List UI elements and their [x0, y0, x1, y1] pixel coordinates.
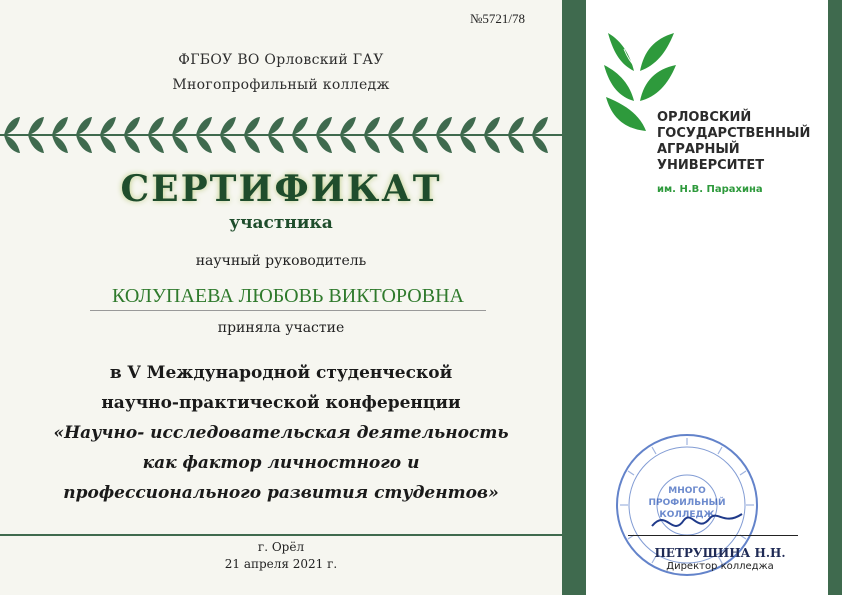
green-band — [562, 0, 586, 595]
college-name: Многопрофильный колледж — [172, 77, 390, 93]
date: 21 апреля 2021 г. — [224, 557, 338, 571]
conference-line-2: научно-практической конференции — [101, 393, 461, 413]
footer-divider — [0, 534, 562, 536]
certificate-number: №5721/78 — [470, 11, 526, 26]
director-name: ПЕТРУШИНА Н.Н. — [654, 546, 786, 560]
signature-line — [628, 535, 798, 536]
certificate-title: СЕРТИФИКАТ — [120, 168, 442, 210]
conference-line-4: как фактор личностного и — [142, 453, 420, 473]
svg-text:ПРОФИЛЬНЫЙ: ПРОФИЛЬНЫЙ — [648, 498, 726, 508]
university-name — [657, 110, 810, 174]
leaf-garland — [0, 113, 562, 157]
university-name-line-2: ГОСУДАРСТВЕННЫЙ — [657, 126, 811, 141]
participation-text: приняла участие — [217, 320, 345, 336]
conference-line-3: «Научно- исследовательская деятельность — [53, 423, 509, 443]
participant-name: КОЛУПАЕВА ЛЮБОВЬ ВИКТОРОВНА — [90, 285, 486, 311]
university-name-line-1: ОРЛОВСКИЙ — [657, 110, 752, 125]
svg-text:МНОГО: МНОГО — [668, 486, 706, 496]
right-strip — [828, 0, 842, 595]
city: г. Орёл — [257, 540, 305, 554]
certificate-subtitle: участника — [229, 213, 333, 233]
conference-line-5: профессионального развития студентов» — [63, 483, 499, 503]
university-subtitle: им. Н.В. Парахина — [657, 184, 763, 195]
conference-description — [30, 358, 532, 508]
svg-text:КОЛЛЕДЖ: КОЛЛЕДЖ — [659, 510, 715, 520]
organization-name: ФГБОУ ВО Орловский ГАУ — [178, 52, 384, 68]
director-title: Директор колледжа — [666, 561, 774, 572]
university-name-line-3: АГРАРНЫЙ — [657, 142, 740, 157]
conference-line-1: в V Международной студенческой — [109, 363, 453, 383]
role-label: научный руководитель — [195, 253, 367, 269]
university-name-line-4: УНИВЕРСИТЕТ — [657, 158, 765, 173]
